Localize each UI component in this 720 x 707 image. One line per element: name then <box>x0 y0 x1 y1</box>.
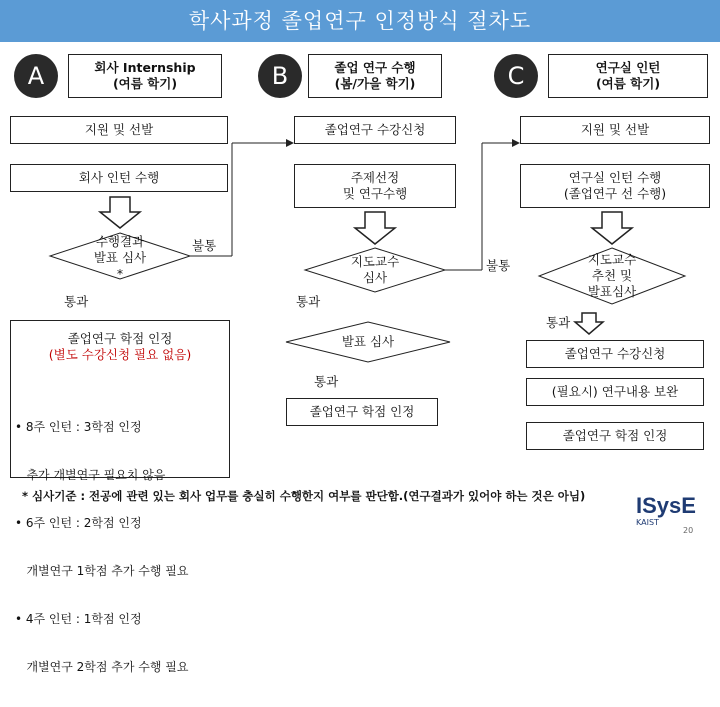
isyse-logo <box>636 494 710 534</box>
step-b-register: 졸업연구 수강신청 <box>294 116 456 144</box>
diamond-a-line1: 수행결과 <box>95 234 145 249</box>
step-c-line2: (졸업연구 선 수행) <box>563 186 667 201</box>
block-arrow-b <box>355 212 395 244</box>
note-line: • 8주 인턴 : 3학점 인정 <box>15 420 142 434</box>
diamond-c-label <box>562 252 662 300</box>
step-b-line2: 및 연구수행 <box>342 186 408 201</box>
result-a-line2: (별도 수강신청 필요 없음) <box>48 347 192 362</box>
pass-label-a: 통과 <box>64 294 89 309</box>
pass-label-c: 통과 <box>546 315 571 330</box>
diamond-a-label <box>60 234 180 282</box>
header-b <box>308 54 442 98</box>
result-a-notes <box>11 387 229 707</box>
step-b-line1: 주제선정 <box>350 170 400 185</box>
logo-sub: KAIST <box>636 518 659 527</box>
diamond-b-line1: 지도교수 <box>350 254 400 269</box>
header-b-line1: 졸업 연구 수행 <box>334 60 416 75</box>
badge-b: B <box>258 54 302 98</box>
footnote: * 심사기준 : 전공에 관련 있는 회사 업무를 충실히 수행한지 여부를 판단함.(연구결과가 있어야 하는 것은 아님) <box>22 489 586 503</box>
header-a-line1: 회사 Internship <box>94 60 196 75</box>
step-b-research <box>294 164 456 208</box>
step-c-supplement: (필요시) 연구내용 보완 <box>526 378 704 406</box>
step-c-apply: 지원 및 선발 <box>520 116 710 144</box>
header-a-line2: (여름 학기) <box>112 76 178 91</box>
header-a <box>68 54 222 98</box>
step-c-line1: 연구실 인턴 수행 <box>568 170 662 185</box>
pass-label-b: 통과 <box>296 294 321 309</box>
step-a-apply: 지원 및 선발 <box>10 116 228 144</box>
header-c-line2: (여름 학기) <box>595 76 661 91</box>
note-line: 개별연구 1학점 추가 수행 필요 <box>15 564 189 578</box>
fail-label-a: 불통 <box>192 238 217 253</box>
diamond-c-line1: 지도교수 <box>587 252 637 267</box>
block-arrow-a <box>100 197 140 228</box>
badge-a: A <box>14 54 58 98</box>
badge-c: C <box>494 54 538 98</box>
diamond-c-line2: 추천 및 <box>591 268 633 283</box>
result-box-b: 졸업연구 학점 인정 <box>286 398 438 426</box>
logo-text: ISysE <box>636 493 696 518</box>
result-a-line1: 졸업연구 학점 인정 <box>67 331 173 346</box>
diamond-c-line3: 발표심사 <box>587 284 637 299</box>
diamond-a-line2: 발표 심사 <box>93 250 147 265</box>
page-title: 학사과정 졸업연구 인정방식 절차도 <box>0 0 720 42</box>
diamond-b-label <box>325 254 425 286</box>
diamond-a-line3: * <box>116 266 124 281</box>
note-line: 개별연구 2학점 추가 수행 필요 <box>15 660 189 674</box>
pass-label-b2: 통과 <box>314 374 339 389</box>
diamond-b-line2: 심사 <box>362 270 388 285</box>
fail-label-b: 불통 <box>486 258 511 273</box>
result-box-a <box>10 320 230 674</box>
header-c-line1: 연구실 인턴 <box>595 60 661 75</box>
step-a-intern: 회사 인턴 수행 <box>10 164 228 192</box>
header-b-line2: (봄/가을 학기) <box>334 76 416 91</box>
result-a-title <box>11 331 229 363</box>
step-c-register: 졸업연구 수강신청 <box>526 340 704 368</box>
note-line: • 6주 인턴 : 2학점 인정 <box>15 516 142 530</box>
result-box-c: 졸업연구 학점 인정 <box>526 422 704 450</box>
note-line: 추가 개별연구 필요치 않음 <box>15 468 166 482</box>
note-line: • 4주 인턴 : 1학점 인정 <box>15 612 142 626</box>
block-arrow-c2 <box>575 313 603 334</box>
step-c-intern <box>520 164 710 208</box>
block-arrow-c <box>592 212 632 244</box>
review-label-b: 발표 심사 <box>341 334 395 349</box>
page-number: 20 <box>683 526 694 535</box>
header-c <box>548 54 708 98</box>
